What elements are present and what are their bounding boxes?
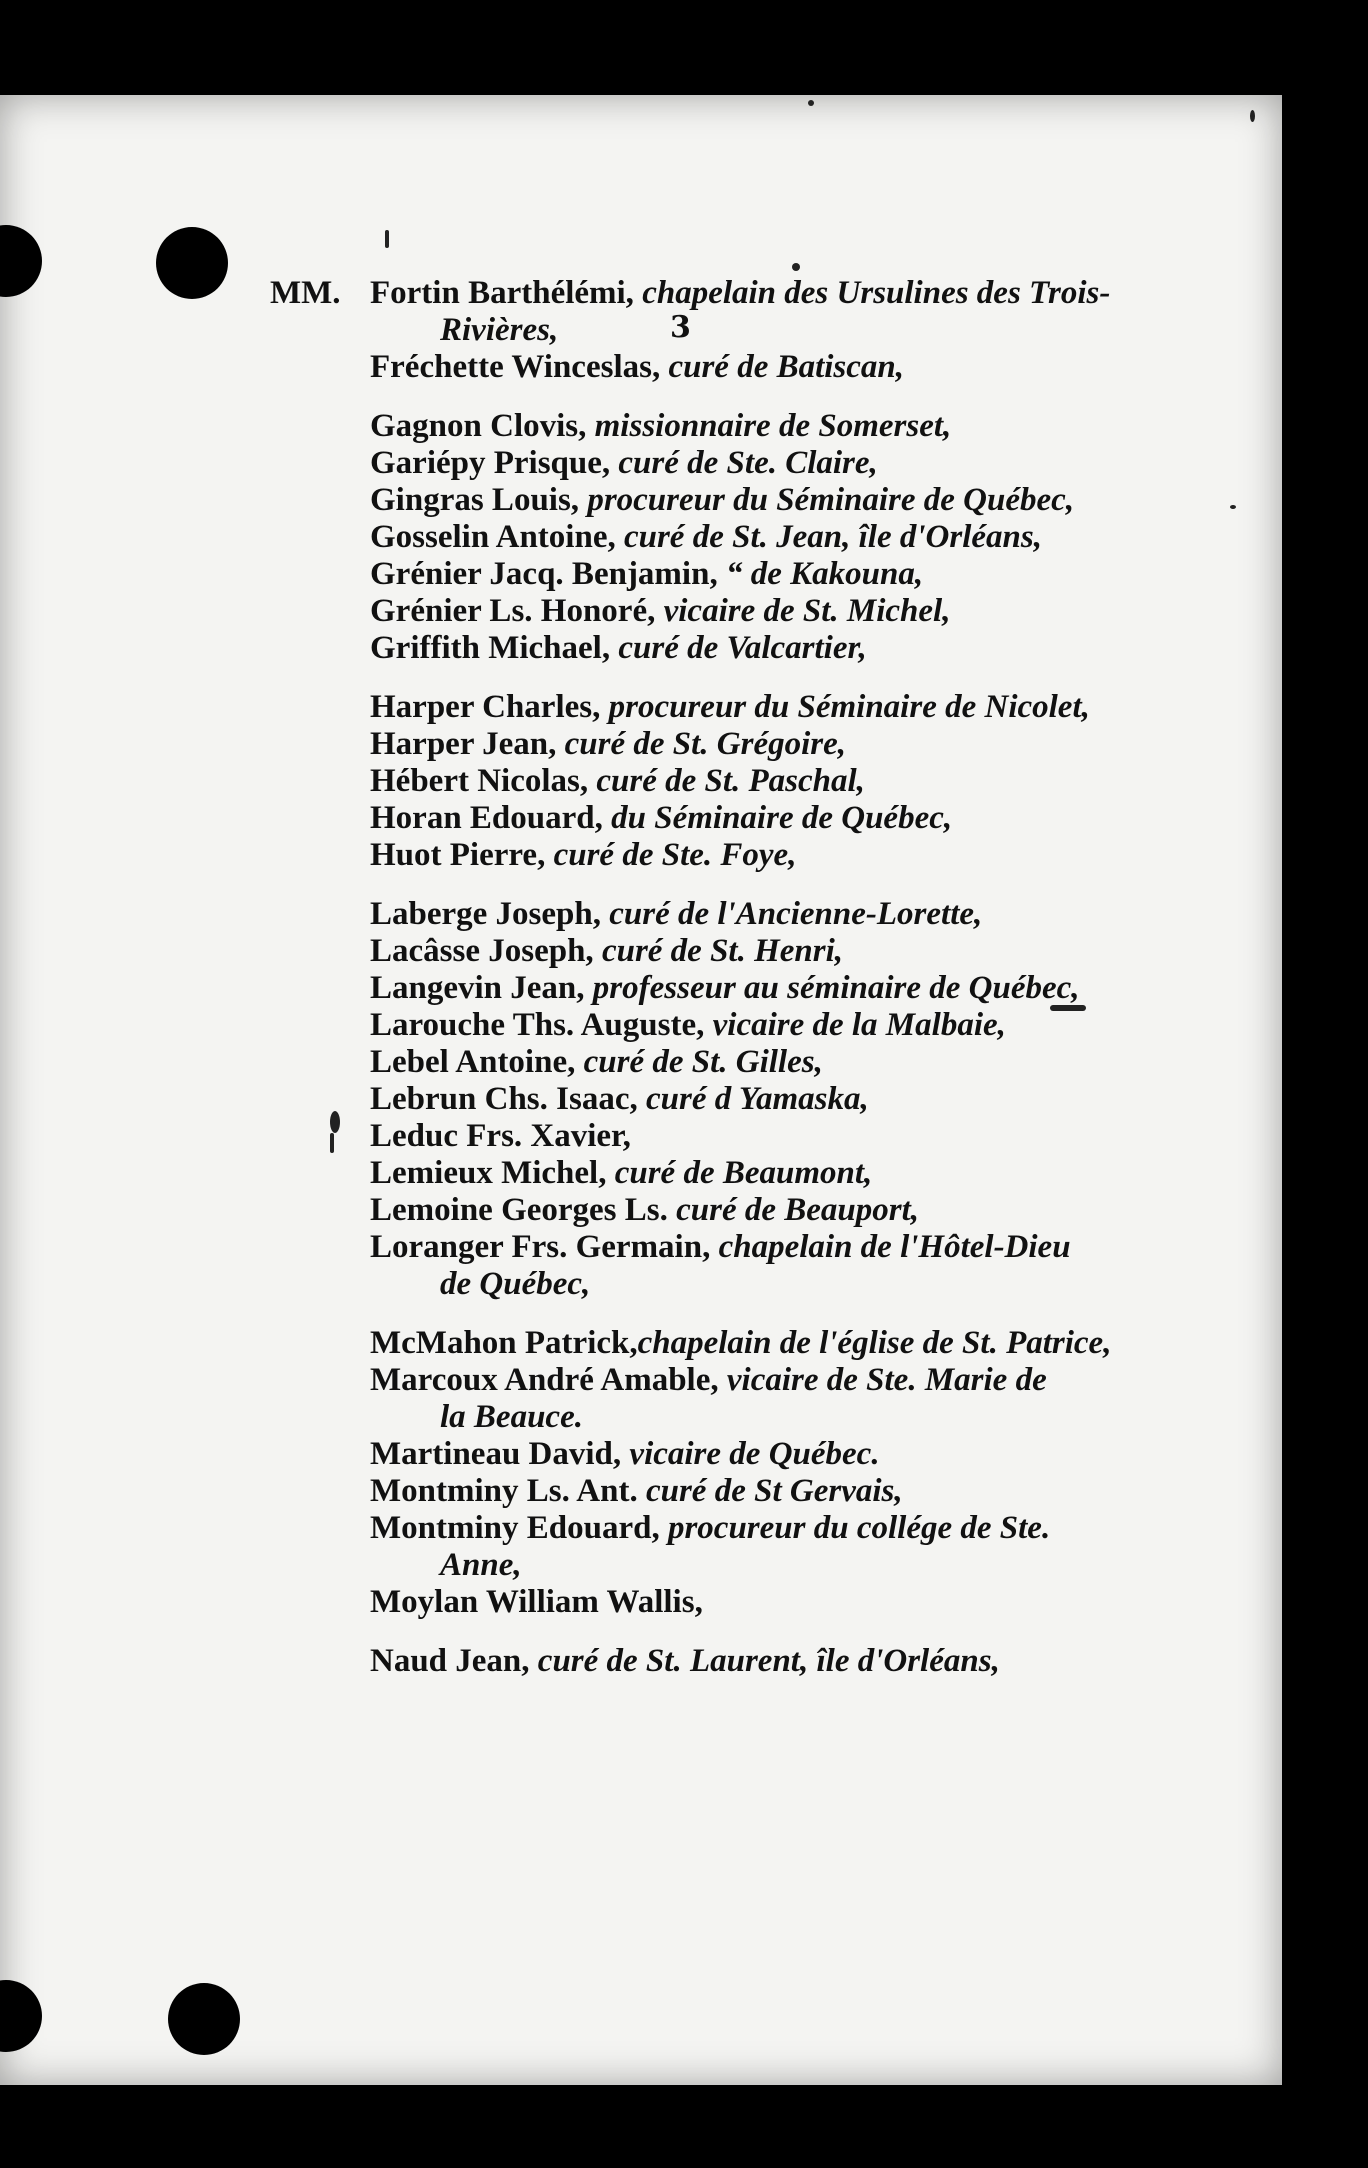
entry-role: missionnaire de Somerset, [586,408,952,444]
entry-role: la Beauce. [440,1399,583,1435]
list-entry [270,1007,1230,1044]
binding-hole-top-left [0,225,42,297]
list-entry [270,445,1230,482]
entry-name: Lacâsse Joseph, [370,933,594,969]
entry-role: vicaire de Québec. [621,1436,880,1472]
list-entry [270,726,1230,763]
entry-name: Lebrun Chs. Isaac, [370,1081,638,1117]
entry-role: curé de Valcartier, [610,630,867,666]
entry-name: Moylan William Wallis, [370,1584,703,1620]
entry-role: chapelain de l'église de St. Patrice, [637,1325,1112,1361]
binding-hole-bottom-right [168,1983,240,2055]
entry-role: curé d Yamaska, [637,1081,869,1117]
entry-role: curé de Ste. Foye, [545,837,797,873]
entry-role: procureur du collége de Ste. [659,1510,1051,1546]
list-entry [270,630,1230,667]
entry-role: vicaire de Ste. Marie de [718,1362,1047,1398]
entry-role: chapelain de l'Hôtel-Dieu [710,1229,1071,1265]
list-entry [270,1155,1230,1192]
list-entry [270,1510,1230,1547]
list-entry [270,408,1230,445]
list-entry [270,1643,1230,1680]
entry-role: curé de Beauport, [667,1192,920,1228]
list-entry [270,1192,1230,1229]
entry-name: Grénier Jacq. Benjamin, [370,556,718,592]
list-entry [270,970,1230,1007]
entry-role: “ de Kakouna, [717,556,924,592]
page-number: 3 [670,310,691,345]
list-entry-continuation [270,1547,1230,1584]
entry-name: Lebel Antoine, [370,1044,576,1080]
entry-role: procureur du Séminaire de Québec, [579,482,1075,518]
list-entry [270,1436,1230,1473]
list-entry [270,1473,1230,1510]
entry-name: Lemieux Michel, [370,1155,607,1191]
entry-role: curé de St. Henri, [593,933,844,969]
entry-name: Gingras Louis, [370,482,580,518]
list-entry [270,275,1230,312]
entry-name: Harper Jean, [370,726,557,762]
list-entry [270,556,1230,593]
entry-role: professeur au séminaire de Québec, [584,970,1080,1006]
list-entry [270,1362,1230,1399]
list-entry [270,896,1230,933]
entry-name: Montminy Edouard, [370,1510,660,1546]
entry-name: Hébert Nicolas, [370,763,589,799]
entry-role: vicaire de la Malbaie, [704,1007,1006,1043]
entry-name: Fréchette Winceslas, [370,349,661,385]
list-entry [270,1325,1230,1362]
list-entry [270,763,1230,800]
entry-role: curé de St. Laurent, île d'Orléans, [529,1643,1000,1679]
binding-hole-top-right [156,227,228,299]
entry-name: Gagnon Clovis, [370,408,587,444]
list-entry [270,689,1230,726]
entry-role: curé de St. Gilles, [575,1044,823,1080]
entry-name: Larouche Ths. Auguste, [370,1007,705,1043]
entry-name: Griffith Michael, [370,630,611,666]
list-entry-continuation [270,312,1230,349]
entry-role: curé de Ste. Claire, [610,445,878,481]
list-entry-continuation [270,1399,1230,1436]
entry-name: Gariépy Prisque, [370,445,611,481]
list-entry [270,837,1230,874]
entry-role: curé de St. Grégoire, [556,726,847,762]
entry-role: curé de Batiscan, [660,349,905,385]
list-entry [270,1584,1230,1621]
entry-role: chapelain des Ursulines des Trois- [633,275,1111,311]
list-entry [270,1044,1230,1081]
entry-name: Marcoux André Amable, [370,1362,719,1398]
entry-role: Rivières, [440,312,559,348]
entry-role: Anne, [440,1547,522,1583]
entry-name: Leduc Frs. Xavier, [370,1118,631,1154]
entry-role: procureur du Séminaire de Nicolet, [600,689,1090,725]
entry-name: Fortin Barthélémi, [370,275,634,311]
entry-name: Harper Charles, [370,689,601,725]
entry-role: curé de l'Ancienne-Lorette, [601,896,983,932]
list-entry [270,519,1230,556]
list-entry [270,800,1230,837]
entry-name: Langevin Jean, [370,970,585,1006]
entry-role: de Québec, [440,1266,591,1302]
list-entry-continuation [270,1266,1230,1303]
entry-role: vicaire de St. Michel, [655,593,951,629]
binding-hole-bottom-left [0,1980,42,2052]
entry-name: McMahon Patrick, [370,1325,638,1361]
entry-name: Loranger Frs. Germain, [370,1229,711,1265]
entry-name: Huot Pierre, [370,837,546,873]
list-entry [270,1229,1230,1266]
list-entry [270,933,1230,970]
entry-name: Lemoine Georges Ls. [370,1192,668,1228]
entry-name: Horan Edouard, [370,800,603,836]
list-entry [270,1081,1230,1118]
entry-name: Martineau David, [370,1436,622,1472]
entry-name: Grénier Ls. Honoré, [370,593,656,629]
list-entry [270,593,1230,630]
entry-name: Montminy Ls. Ant. [370,1473,638,1509]
honorific-prefix: MM. [270,275,341,311]
entry-role: curé de St Gervais, [637,1473,903,1509]
entry-name: Naud Jean, [370,1643,530,1679]
list-entry [270,482,1230,519]
list-entry [270,349,1230,386]
entry-role: curé de Beaumont, [606,1155,873,1191]
entry-role: curé de St. Jean, île d'Orléans, [615,519,1042,555]
entry-role: curé de St. Paschal, [588,763,865,799]
clergy-list [270,275,1230,1680]
list-entry [270,1118,1230,1155]
entry-role: du Séminaire de Québec, [602,800,953,836]
entry-name: Laberge Joseph, [370,896,601,932]
entry-name: Gosselin Antoine, [370,519,616,555]
